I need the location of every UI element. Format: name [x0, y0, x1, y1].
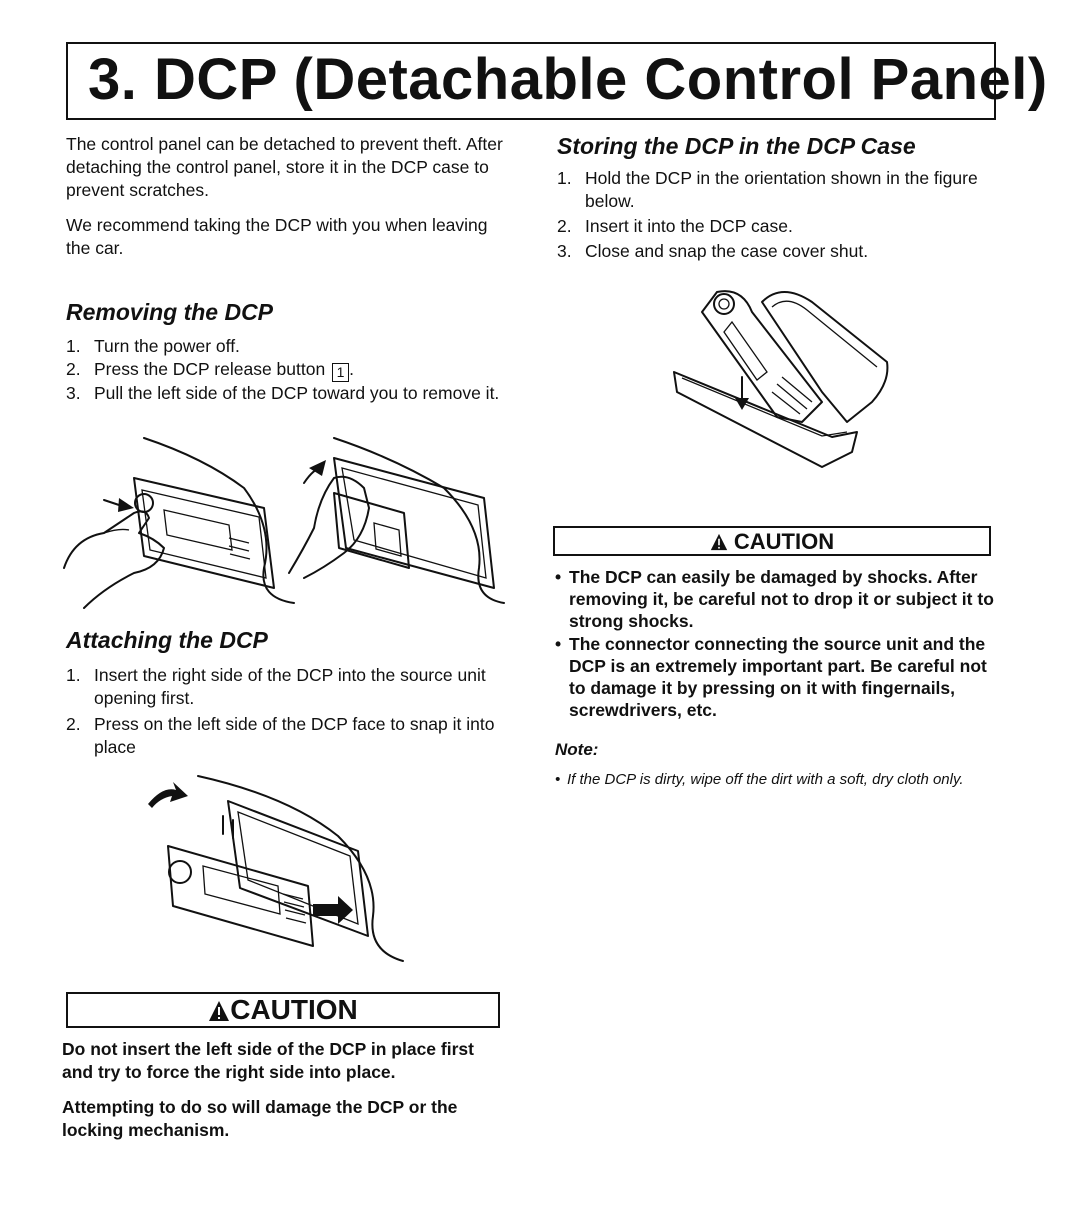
list-item: 1. Insert the right side of the DCP into the source unit opening first. — [66, 665, 486, 708]
page-title: 3. DCP (Detachable Control Panel) — [88, 47, 1048, 112]
caution-left-text — [62, 1038, 506, 1142]
list-item: • The connector connecting the source unit and the DCP is an extremely important part. Be careful not to damage it by pressing on it with fingernails, screwdrivers, etc. — [555, 634, 987, 720]
removing-section — [66, 299, 506, 405]
intro-section — [66, 133, 503, 260]
list-item: 2. Insert it into the DCP case. — [557, 216, 793, 236]
list-item: 3. Pull the left side of the DCP toward you to remove it. — [66, 383, 500, 403]
removing-steps — [66, 335, 506, 405]
caution-right-banner — [553, 526, 991, 556]
caution-right-bullets — [555, 566, 997, 721]
storing-steps — [557, 167, 997, 263]
list-item: 2. Press on the left side of the DCP face to snap it into place — [66, 714, 495, 757]
warning-icon — [208, 997, 230, 1019]
removing-heading: Removing the DCP — [66, 299, 274, 325]
list-item: 2. Press the DCP release button 1 . — [66, 359, 354, 380]
attaching-heading: Attaching the DCP — [66, 627, 268, 653]
removing-dcp-illustration — [64, 438, 504, 614]
note-text: • If the DCP is dirty, wipe off the dirt with a soft, dry cloth only. — [555, 771, 964, 788]
attaching-section — [66, 627, 506, 759]
list-item: • The DCP can easily be damaged by shocks. After removing it, be careful not to drop it or subject it to strong shocks. — [555, 567, 994, 631]
title-box — [66, 42, 1048, 120]
attaching-steps — [66, 664, 506, 759]
caution-left-banner — [66, 992, 500, 1028]
note-heading: Note: — [555, 740, 599, 759]
storing-section — [557, 133, 997, 263]
intro-paragraph: The control panel can be detached to prevent theft. After detaching the control panel, store it in the DCP case to prevent scratches. — [66, 134, 503, 200]
caution-label: CAUTION — [733, 529, 835, 554]
list-item: 1. Hold the DCP in the orientation shown in the figure below. — [557, 168, 978, 211]
storing-heading: Storing the DCP in the DCP Case — [557, 133, 916, 159]
storing-dcp-illustration — [672, 282, 892, 472]
caution-paragraph: Do not insert the left side of the DCP in place first and try to force the right side into place. — [62, 1039, 474, 1082]
intro-paragraph: We recommend taking the DCP with you when leaving the car. — [66, 215, 488, 258]
release-button-badge: 1 — [332, 363, 349, 382]
caution-label: CAUTION — [230, 994, 358, 1025]
warning-icon — [710, 530, 728, 548]
list-item: 3. Close and snap the case cover shut. — [557, 241, 869, 261]
caution-paragraph: Attempting to do so will damage the DCP or the locking mechanism. — [62, 1097, 458, 1140]
list-item: 1. Turn the power off. — [66, 336, 240, 356]
note-section — [555, 740, 995, 792]
attaching-dcp-illustration — [148, 776, 410, 972]
